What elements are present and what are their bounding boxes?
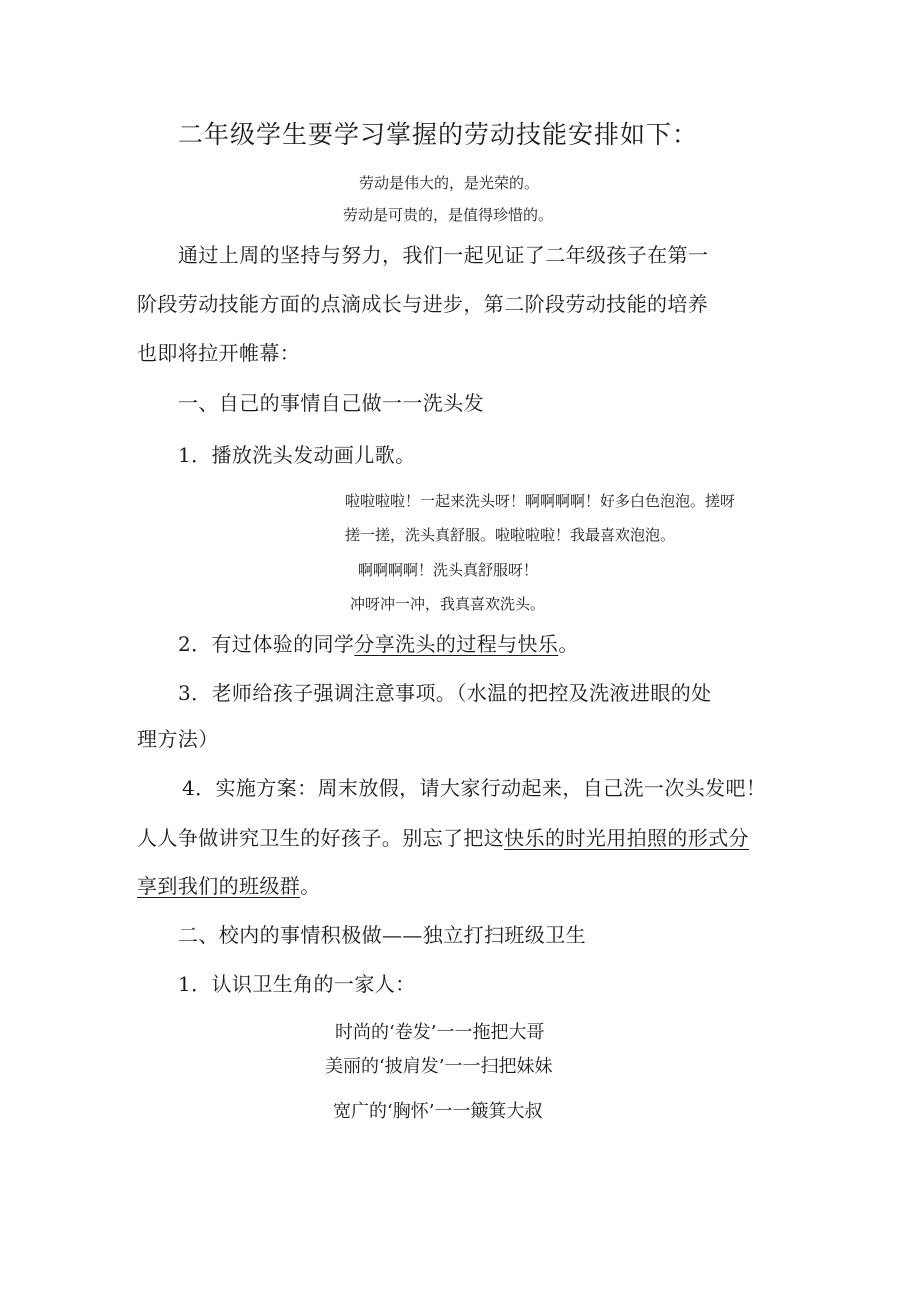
list-item-continuation (137, 876, 321, 896)
list-item-continuation: 理方法） (137, 727, 219, 751)
list-item: 3．老师给孩子强调注意事项。（水温的把控及洗液进眼的处 (178, 681, 712, 705)
family-member-line: 时尚的‘卷发’一一拖把大哥 (335, 1022, 545, 1043)
motto-line: 劳动是伟大的，是光荣的。 (359, 174, 540, 192)
song-lyric-line: 冲呀冲一冲，我真喜欢洗头。 (350, 595, 546, 613)
section-heading: 二、校内的事情积极做——独立打扫班级卫生 (178, 923, 586, 947)
family-member-line: 宽广的‘胸怀’一一簸箕大叔 (333, 1101, 543, 1122)
intro-paragraph-line: 阶段劳动技能方面的点滴成长与进步，第二阶段劳动技能的培养 (137, 292, 709, 316)
list-item-continuation (137, 828, 749, 848)
list-item: 4．实施方案：周末放假，请大家行动起来，自己洗一次头发吧！ (182, 776, 767, 800)
underlined-text: 分享洗头的过程与快乐 (354, 632, 559, 656)
underlined-text: 快乐的时光用拍照的形式分 (504, 826, 750, 850)
list-item: 1．播放洗头发动画儿歌。 (178, 443, 416, 467)
song-lyric-line: 搓一搓，洗头真舒服。啦啦啦啦！我最喜欢泡泡。 (345, 526, 676, 544)
list-item-text: 。 (558, 632, 579, 656)
song-lyric-line: 啦啦啦啦！一起来洗头呀！啊啊啊啊！好多白色泡泡。搓呀 (345, 492, 736, 510)
list-item (178, 634, 579, 654)
family-member-line: 美丽的‘披肩发’一一扫把妹妹 (325, 1056, 553, 1077)
section-heading: 一、自己的事情自己做一一洗头发 (178, 391, 484, 415)
list-item-text: 2．有过体验的同学 (178, 632, 355, 656)
list-item-text: 人人争做讲究卫生的好孩子。别忘了把这 (137, 826, 505, 850)
list-item-text: 。 (300, 874, 321, 898)
underlined-text: 享到我们的班级群 (137, 874, 301, 898)
intro-paragraph-line: 也即将拉开帷幕： (137, 341, 301, 365)
list-item: 1．认识卫生角的一家人： (178, 972, 416, 996)
page-title: 二年级学生要学习掌握的劳动技能安排如下： (178, 120, 699, 149)
motto-line: 劳动是可贵的，是值得珍惜的。 (343, 206, 554, 224)
song-lyric-line: 啊啊啊啊！洗头真舒服呀！ (358, 561, 539, 579)
intro-paragraph-line: 通过上周的坚持与努力，我们一起见证了二年级孩子在第一 (178, 243, 709, 267)
